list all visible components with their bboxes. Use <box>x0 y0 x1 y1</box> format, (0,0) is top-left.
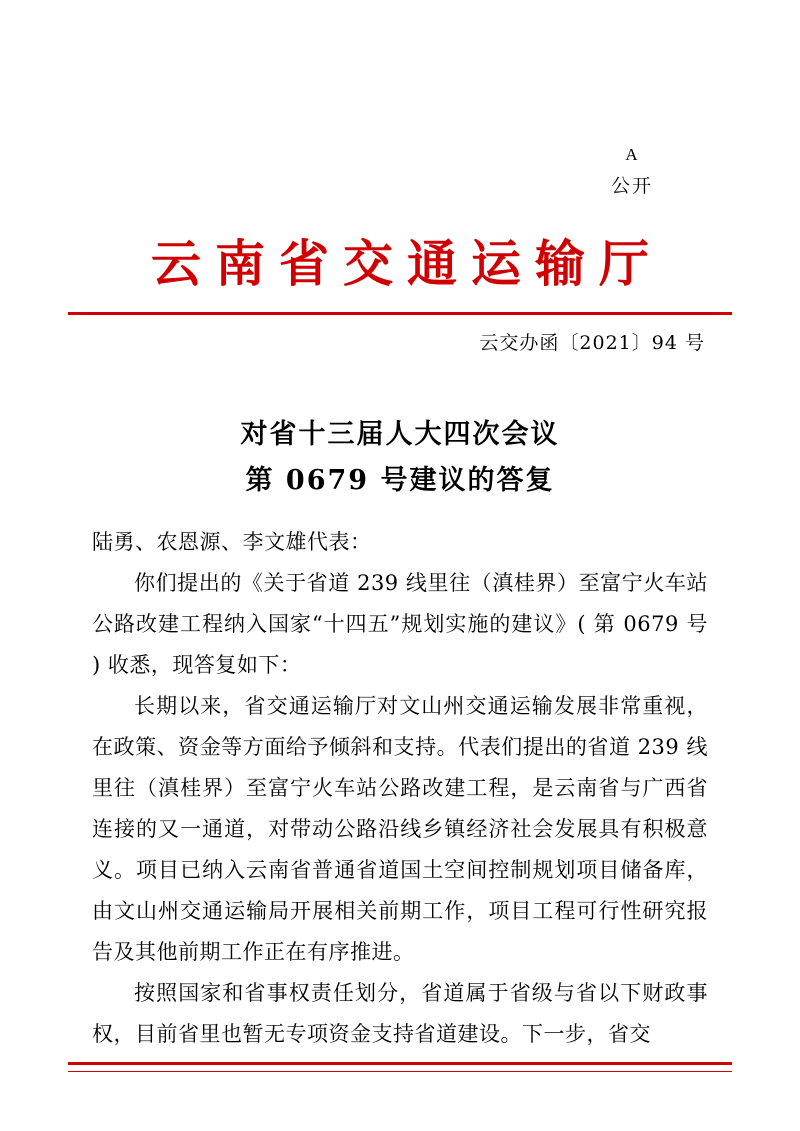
masthead-divider <box>68 312 732 315</box>
document-number: 云交办函〔2021〕94 号 <box>479 332 705 354</box>
footer-divider-thin <box>68 1071 732 1072</box>
body-paragraph-3: 按照国家和省事权责任划分，省道属于省级与省以下财政事权，目前省里也暂无专项资金支持省道建设。下一步，省交 <box>92 981 708 1046</box>
issuing-organization: 云南省交通运输厅 <box>151 234 663 293</box>
document-title <box>0 412 800 504</box>
classification-marks <box>572 140 692 202</box>
document-title-line-2: 第 0679 号建议的答复 <box>245 465 555 496</box>
classification-letter: A <box>625 145 639 164</box>
footer-divider-thick <box>68 1062 732 1065</box>
body-paragraph-1: 你们提出的《关于省道 239 线里往（滇桂界）至富宁火车站公路改建工程纳入国家“十四五”规划实施的建议》( 第 0679 号 ) 收悉，现答复如下： <box>92 571 708 677</box>
disclosure-label: 公开 <box>610 175 653 197</box>
body-paragraph-2: 长期以来，省交通运输厅对文山州交通运输发展非常重视，在政策、资金等方面给予倾斜和支持。代表们提出的省道 239 线里往（滇桂界）至富宁火车站公路改建工程，是云南省与广西省连接的又一通道，对带动公路沿线乡镇经济社会发展具有积极意义。项目已纳入云南省普通省道国土空间控制规划项目储备库，由文山州交通运输局开展相关前期工作，项目工程可行性研究报告及其他前期工作正在有序推进。 <box>92 694 708 964</box>
document-body <box>92 522 708 1055</box>
masthead <box>0 232 800 296</box>
document-title-line-1: 对省十三届人大四次会议 <box>240 419 560 450</box>
salutation: 陆勇、农恩源、李文雄代表： <box>92 530 372 554</box>
